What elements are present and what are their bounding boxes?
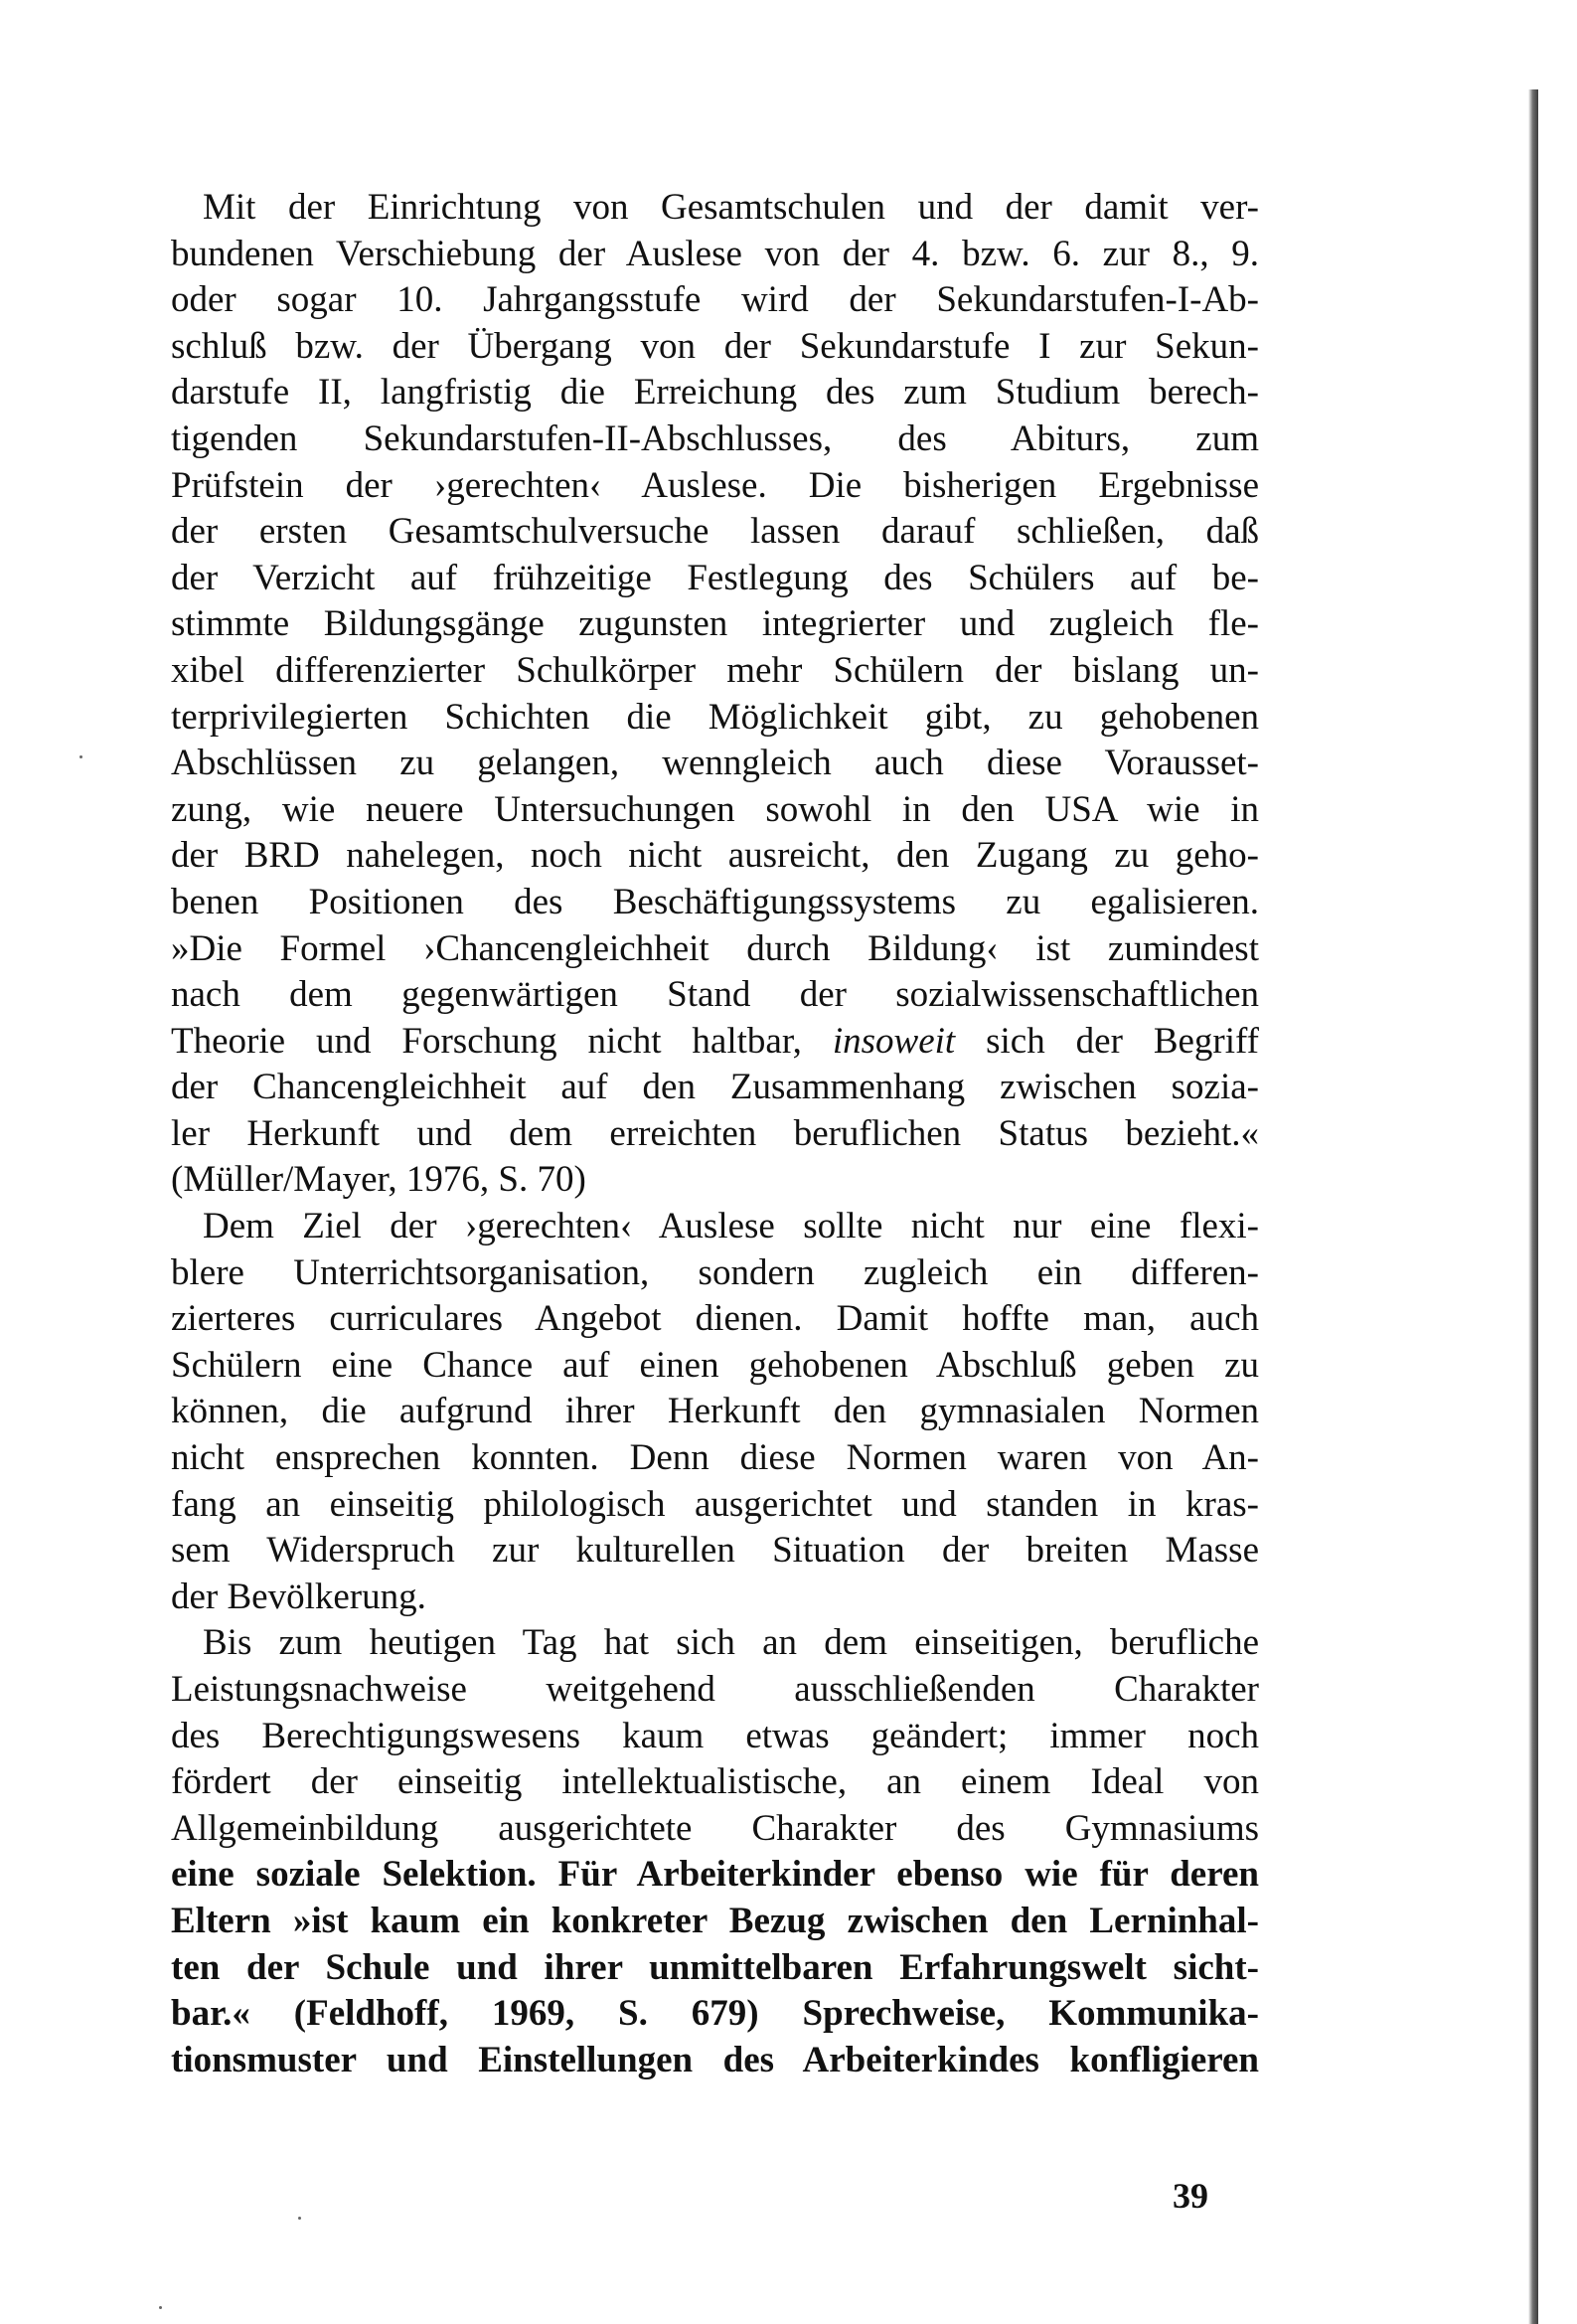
text-line: fördert der einseitig intellektualistische, an einem Ideal von xyxy=(171,1761,1259,1803)
text-line: können, die aufgrund ihrer Herkunft den gymnasialen Normen xyxy=(171,1391,1259,1432)
scan-edge-shadow xyxy=(1528,89,1538,2324)
text-line: schluß bzw. der Übergang von der Sekundarstufe I zur Sekun- xyxy=(171,325,1259,367)
page-number: 39 xyxy=(1173,2176,1208,2216)
text-line: Dem Ziel der ›gerechten‹ Auslese sollte nicht nur eine flexi- xyxy=(203,1206,1259,1247)
text-line: xibel differenzierter Schulkörper mehr Schülern der bislang un- xyxy=(171,649,1259,691)
citation-line: (Müller/Mayer, 1976, S. 70) xyxy=(171,1159,586,1201)
text-line: der ersten Gesamtschulversuche lassen darauf schließen, daß xyxy=(171,511,1259,553)
text-line: der BRD nahelegen, noch nicht ausreicht, den Zugang zu geho- xyxy=(171,835,1259,877)
scan-speck xyxy=(159,2306,162,2309)
text-line: Allgemeinbildung ausgerichtete Charakter des Gymnasiums xyxy=(171,1807,1259,1849)
text-line: zung, wie neuere Untersuchungen sowohl in den USA wie in xyxy=(171,788,1259,830)
text-line: Leistungsnachweise weitgehend ausschließenden Charakter xyxy=(171,1669,1259,1710)
text-line: oder sogar 10. Jahrgangsstufe wird der Sekundarstufen-I-Ab- xyxy=(171,279,1259,321)
text-line: Abschlüssen zu gelangen, wenngleich auch diese Vorausset- xyxy=(171,743,1259,784)
text-line: Bis zum heutigen Tag hat sich an dem einseitigen, berufliche xyxy=(203,1622,1259,1664)
text-line: bundenen Verschiebung der Auslese von der 4. bzw. 6. zur 8., 9. xyxy=(171,233,1259,274)
text-segment: sich der Begriff xyxy=(955,1020,1259,1062)
italic-emphasis: insoweit xyxy=(832,1020,956,1062)
text-line: eine soziale Selektion. Für Arbeiterkinder ebenso wie für deren xyxy=(171,1854,1259,1896)
text-line: tionsmuster und Einstellungen des Arbeiterkindes konfligieren xyxy=(171,2039,1259,2080)
scan-speck xyxy=(298,2217,301,2220)
text-line: der Verzicht auf frühzeitige Festlegung des Schülers auf be- xyxy=(171,557,1259,598)
text-line: »Die Formel ›Chancengleichheit durch Bildung‹ ist zumindest xyxy=(171,927,1259,969)
paragraph-2 xyxy=(171,1204,1259,1620)
text-line: ler Herkunft und dem erreichten beruflichen Status bezieht.« xyxy=(171,1112,1259,1154)
scan-speck xyxy=(79,755,82,758)
text-line: Mit der Einrichtung von Gesamtschulen und der damit ver- xyxy=(203,187,1259,228)
bold-text-section xyxy=(171,1852,1259,2083)
text-line: tigenden Sekundarstufen-II-Abschlusses, des Abiturs, zum xyxy=(171,417,1259,459)
text-line: der Bevölkerung. xyxy=(171,1576,426,1617)
text-line: nach dem gegenwärtigen Stand der sozialwissenschaftlichen xyxy=(171,974,1259,1016)
text-line-with-italic xyxy=(171,1019,1259,1066)
paragraph-1 xyxy=(171,185,1259,1204)
text-line: blere Unterrichtsorganisation, sondern zugleich ein differen- xyxy=(171,1251,1259,1293)
text-line: zierteres curriculares Angebot dienen. Damit hoffte man, auch xyxy=(171,1298,1259,1340)
text-line: bar.« (Feldhoff, 1969, S. 679) Sprechweise, Kommunika- xyxy=(171,1993,1259,2035)
text-line: stimmte Bildungsgänge zugunsten integrierter und zugleich fle- xyxy=(171,603,1259,645)
text-line: Prüfstein der ›gerechten‹ Auslese. Die bisherigen Ergebnisse xyxy=(171,464,1259,506)
text-segment: Theorie und Forschung nicht haltbar, xyxy=(171,1020,833,1062)
text-line: nicht ensprechen konnten. Denn diese Normen waren von An- xyxy=(171,1437,1259,1479)
text-line: benen Positionen des Beschäftigungssystems zu egalisieren. xyxy=(171,881,1259,922)
text-line: Eltern »ist kaum ein konkreter Bezug zwischen den Lerninhal- xyxy=(171,1900,1259,1941)
text-line: darstufe II, langfristig die Erreichung des zum Studium berech- xyxy=(171,372,1259,414)
text-line: terprivilegierten Schichten die Möglichkeit gibt, zu gehobenen xyxy=(171,696,1259,738)
text-line: fang an einseitig philologisch ausgerichtet und standen in kras- xyxy=(171,1483,1259,1525)
body-text xyxy=(171,185,1259,2083)
paragraph-3 xyxy=(171,1620,1259,2083)
text-line: des Berechtigungswesens kaum etwas geändert; immer noch xyxy=(171,1715,1259,1756)
text-line: Schülern eine Chance auf einen gehobenen Abschluß geben zu xyxy=(171,1344,1259,1386)
text-line: ten der Schule und ihrer unmittelbaren Erfahrungswelt sicht- xyxy=(171,1946,1259,1988)
text-line: der Chancengleichheit auf den Zusammenhang zwischen sozia- xyxy=(171,1067,1259,1108)
text-line: sem Widerspruch zur kulturellen Situation der breiten Masse xyxy=(171,1530,1259,1572)
